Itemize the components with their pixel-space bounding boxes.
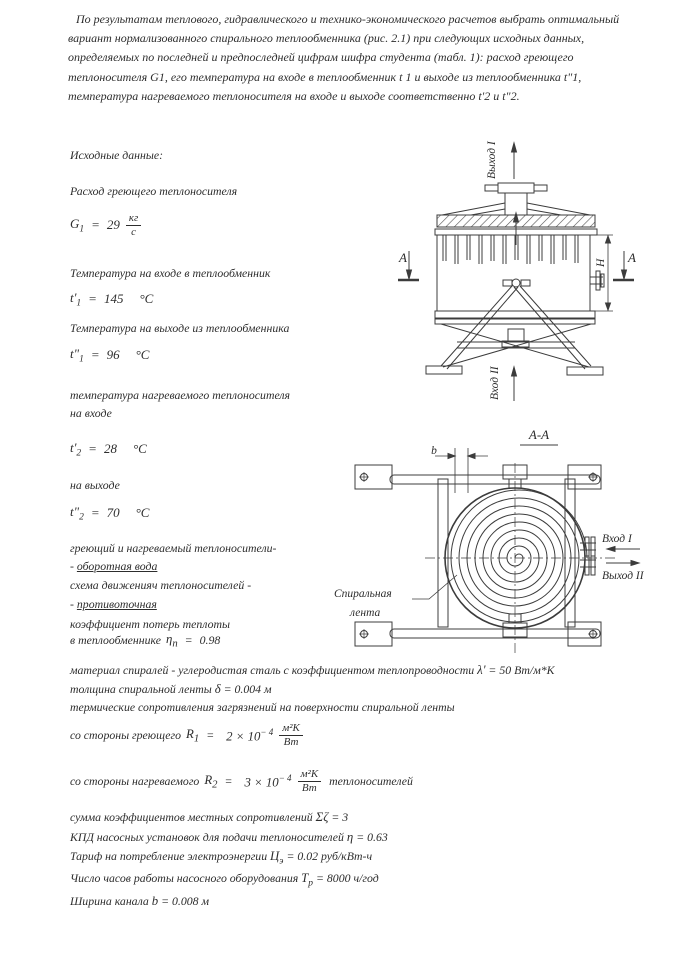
formula-t2in: $t'_2$ = 28 °C	[70, 440, 147, 459]
hours-line: Число часов работы насосного оборудования $T_р = 8000$ ч/год	[70, 871, 379, 889]
unit: руб/кВт-ч	[320, 849, 373, 863]
t1out-label: Температура на выходе из теплообменника	[70, 321, 290, 335]
value: 28	[103, 441, 117, 457]
var: b	[151, 894, 159, 908]
kpd-line: КПД насосных установок для подачи теплоносителей η = 0.63	[70, 830, 388, 844]
section-letter-right: A	[628, 250, 636, 265]
section-title: A-A	[528, 427, 550, 442]
formula-g1	[70, 212, 141, 239]
scheme-value: противоточная	[76, 597, 157, 611]
var: δ	[214, 682, 221, 696]
flow-rate-label: Расход греющего теплоносителя	[70, 184, 238, 198]
spiral-band	[451, 490, 587, 622]
var: $t'_1$	[70, 290, 82, 309]
var: $R_2$	[204, 772, 218, 791]
var: $t"_1$	[70, 346, 84, 365]
spiral-label-line1: Спиральная	[334, 588, 392, 600]
value: 0.98	[199, 633, 221, 648]
var: λ'	[477, 663, 486, 677]
inlet-outlet-nozzles	[580, 537, 596, 575]
inlet1-arrow	[607, 547, 640, 552]
unit: Вт/м*К	[514, 663, 555, 677]
fouling-heading: термические сопротивления загрязнений на поверхности спиральной ленты	[70, 700, 455, 714]
zeta-line: сумма коэффициентов местных сопротивлений Σζ = 3	[70, 810, 349, 824]
value: 96	[106, 347, 120, 363]
var: η	[346, 830, 354, 844]
equals: =	[91, 217, 100, 233]
loss-formula-line: в теплообменнике $\eta_п$ = 0.98	[70, 632, 221, 650]
outlet1-label: Выход I	[486, 141, 498, 179]
unit: °C	[135, 347, 150, 363]
outlet2-arrow	[606, 561, 639, 566]
scheme-value-line: - противоточная	[70, 597, 157, 611]
unit: °C	[139, 291, 154, 307]
t1in-label: Температура на входе в теплообменник	[70, 266, 271, 280]
unit: °C	[132, 441, 147, 457]
channel-width-line: Ширина канала b = 0.008 м	[70, 894, 210, 908]
outlet1-arrow	[512, 143, 517, 179]
frame	[355, 465, 601, 646]
var: $\eta_п$	[165, 632, 178, 650]
unit: м	[264, 682, 272, 696]
shell-ribs	[443, 235, 578, 264]
formula-t1in: $t'_1$ = 145 °C	[70, 290, 154, 309]
height-dimension	[592, 235, 613, 311]
unit: м	[201, 894, 210, 908]
r2-line: со стороны нагреваемого $R_2$ = $3 \times 10^{- 4}$ $\frac{\text{м²К}}{Вт}$ теплоносителей	[70, 768, 413, 795]
t2-label-line1: температура нагреваемого теплоносителя	[70, 388, 291, 402]
value: 29	[106, 217, 120, 233]
var: Σζ	[315, 810, 329, 824]
unit-fraction: $\frac{\text{м²К}}{Вт}$	[298, 768, 322, 795]
var: $G_1$	[70, 216, 85, 235]
var: $R_1$	[186, 726, 200, 745]
section-letter-left: A	[399, 250, 407, 265]
top-nozzle	[485, 183, 547, 215]
unit: °C	[135, 505, 150, 521]
channel-width-label: b	[431, 445, 437, 457]
unit-fraction: $\frac{кг}{с}$	[126, 212, 141, 239]
bottom-flange-band2	[435, 319, 595, 324]
var: $T_р$	[301, 871, 314, 889]
r1-line: со стороны греющего $R_1$ = $2 \times 10^{- 4}$ $\frac{\text{м²К}}{Вт}$	[70, 722, 303, 749]
loss-label-line1: коэффициент потерь теплоты	[70, 617, 230, 631]
var: $Ц_э$	[270, 849, 284, 867]
outlet2-label: Выход II	[602, 570, 644, 582]
thickness-line: толщина спиральной ленты δ = 0.004 м	[70, 682, 272, 696]
spiral-label-line2: лента	[350, 607, 381, 619]
height-dim-label: H	[595, 258, 607, 267]
unit: ч/год	[353, 871, 379, 885]
t2out-label: на выходе	[70, 478, 120, 492]
bottom-nozzle	[457, 329, 575, 348]
inlet2-label: Вход II	[489, 366, 501, 400]
formula-t1out: $t"_1$ = 96 °C	[70, 346, 150, 365]
var: $t'_2$	[70, 440, 82, 459]
value: 70	[106, 505, 120, 521]
channel-width-dimension	[435, 448, 488, 493]
shell-body	[437, 235, 590, 311]
section-drawing	[330, 418, 681, 666]
value: 145	[103, 291, 124, 307]
formula-t2out: $t"_2$ = 70 °C	[70, 504, 150, 523]
elevation-drawing	[395, 133, 681, 418]
media-line: греющий и нагреваемый теплоносители-	[70, 541, 277, 555]
intro-paragraph: По результатам теплового, гидравлического и технико-экономического расчетов выбрать оптимальный вариант нормализованного спирального теплообменника (рис. 2.1) при следующих исходных данных, определяемых по последней и предпоследней цифрам шифра студента (табл. 1): расход греющего теплоносителя G1, его температура на входе в теплообменник t 1 и выходе из теплообменника t"1, температура нагреваемого теплоносителя на входе и выходе соответственно t'2 и t"2.	[68, 12, 620, 103]
inlet2-arrow	[512, 367, 517, 401]
given-heading: Исходные данные:	[70, 148, 164, 162]
spiral-label-leader	[412, 575, 457, 599]
inlet1-label: Вход I	[602, 533, 632, 545]
tariff-line: Тариф на потребление электроэнергии $Ц_э = 0.02$ руб/кВт-ч	[70, 849, 373, 867]
material-line: материал спиралей - углеродистая сталь с коэффициентом теплопроводности λ' = 50 Вт/м*К	[70, 663, 555, 677]
unit-fraction: $\frac{\text{м²К}}{Вт}$	[279, 722, 303, 749]
scheme-line: схема движенияч теплоносителей -	[70, 578, 252, 592]
media-value: оборотная вода	[76, 559, 158, 573]
media-value-line: - оборотная вода	[70, 559, 158, 573]
var: $t"_2$	[70, 504, 84, 523]
bottom-flange-band1	[435, 311, 595, 318]
support-legs	[426, 279, 603, 375]
side-nozzle	[590, 271, 604, 290]
t2-label-line2: на входе	[70, 406, 112, 420]
